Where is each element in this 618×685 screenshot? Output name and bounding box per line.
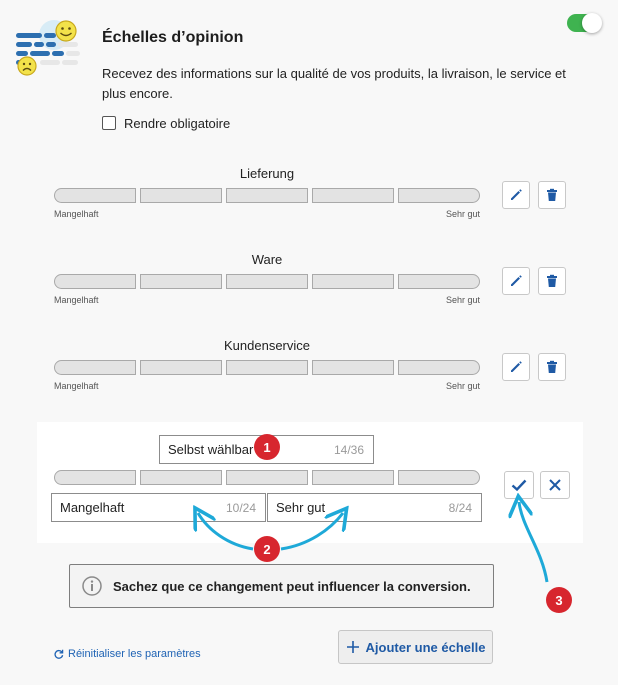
high-label-char-count: 8/24 (448, 500, 472, 515)
warning-text: Sachez que ce changement peut influencer la conversion. (113, 578, 471, 594)
scale-segment (140, 274, 222, 289)
delete-scale-button[interactable] (538, 353, 566, 381)
scale-bar (54, 274, 480, 290)
page-description: Recevez des informations sur la qualité de vos produits, la livraison, le service et plus encore. (102, 66, 566, 101)
scale-segment (312, 188, 394, 203)
add-scale-label: Ajouter une échelle (365, 639, 486, 655)
high-label-input[interactable] (267, 493, 482, 522)
annotation-badge: 2 (254, 536, 280, 562)
check-icon (511, 478, 527, 492)
feature-toggle[interactable] (567, 14, 601, 32)
scale-segment (226, 470, 308, 485)
scale-segment (312, 470, 394, 485)
cancel-button[interactable] (540, 471, 570, 499)
scale-title-char-count: 14/36 (333, 442, 364, 457)
page-title: Échelles d’opinion (102, 29, 244, 46)
trash-icon (545, 360, 559, 374)
scale-segment (312, 360, 394, 375)
edit-scale-button[interactable] (502, 353, 530, 381)
scale-bar (54, 470, 480, 486)
delete-scale-button[interactable] (538, 267, 566, 295)
scale-title: Lieferung (239, 166, 295, 181)
low-label-input[interactable] (51, 493, 266, 522)
pencil-icon (509, 274, 523, 288)
scale-segment (312, 274, 394, 289)
scale-segment (226, 274, 308, 289)
mandatory-checkbox[interactable] (102, 116, 116, 130)
scale-segment (398, 188, 480, 203)
scale-low-label: Mangelhaft (54, 295, 99, 305)
toggle-knob[interactable] (582, 13, 602, 33)
annotation-badge: 3 (546, 587, 572, 613)
plus-icon (346, 640, 360, 654)
scale-segment (226, 360, 308, 375)
high-label-input-value: Sehr gut (276, 500, 326, 515)
opinion-scales-logo (14, 18, 84, 78)
trash-icon (545, 274, 559, 288)
annotation-badge: 1 (254, 434, 280, 460)
low-label-input-value: Mangelhaft (60, 500, 125, 515)
scale-high-label: Sehr gut (445, 381, 480, 391)
scale-segment (54, 360, 136, 375)
info-icon (81, 575, 103, 597)
low-label-char-count: 10/24 (225, 500, 256, 515)
close-icon (548, 478, 562, 492)
delete-scale-button[interactable] (538, 181, 566, 209)
add-scale-button[interactable] (338, 630, 493, 664)
scale-segment (54, 274, 136, 289)
scale-low-label: Mangelhaft (54, 209, 99, 219)
conversion-warning (69, 564, 494, 608)
scale-segment (226, 188, 308, 203)
scale-segment (140, 360, 222, 375)
scale-segment (54, 188, 136, 203)
reset-settings-label: Réinitialiser les paramètres (68, 648, 201, 660)
scale-segment (398, 360, 480, 375)
scale-high-label: Sehr gut (445, 209, 480, 219)
reset-settings-link[interactable] (54, 648, 201, 660)
mandatory-label: Rendre obligatoire (124, 116, 231, 131)
scale-segment (54, 470, 136, 485)
scale-title: Ware (251, 252, 283, 267)
edit-scale-button[interactable] (502, 181, 530, 209)
scale-low-label: Mangelhaft (54, 381, 99, 391)
edit-scale-button[interactable] (502, 267, 530, 295)
scale-segment (398, 470, 480, 485)
confirm-button[interactable] (504, 471, 534, 499)
scale-segment (140, 470, 222, 485)
scale-title: Kundenservice (224, 338, 310, 353)
scale-bar (54, 360, 480, 376)
scale-title-input-value: Selbst wählbar (168, 442, 254, 457)
trash-icon (545, 188, 559, 202)
scale-high-label: Sehr gut (445, 295, 480, 305)
scale-bar (54, 188, 480, 204)
pencil-icon (509, 188, 523, 202)
scale-segment (398, 274, 480, 289)
refresh-icon (54, 649, 64, 659)
pencil-icon (509, 360, 523, 374)
scale-segment (140, 188, 222, 203)
